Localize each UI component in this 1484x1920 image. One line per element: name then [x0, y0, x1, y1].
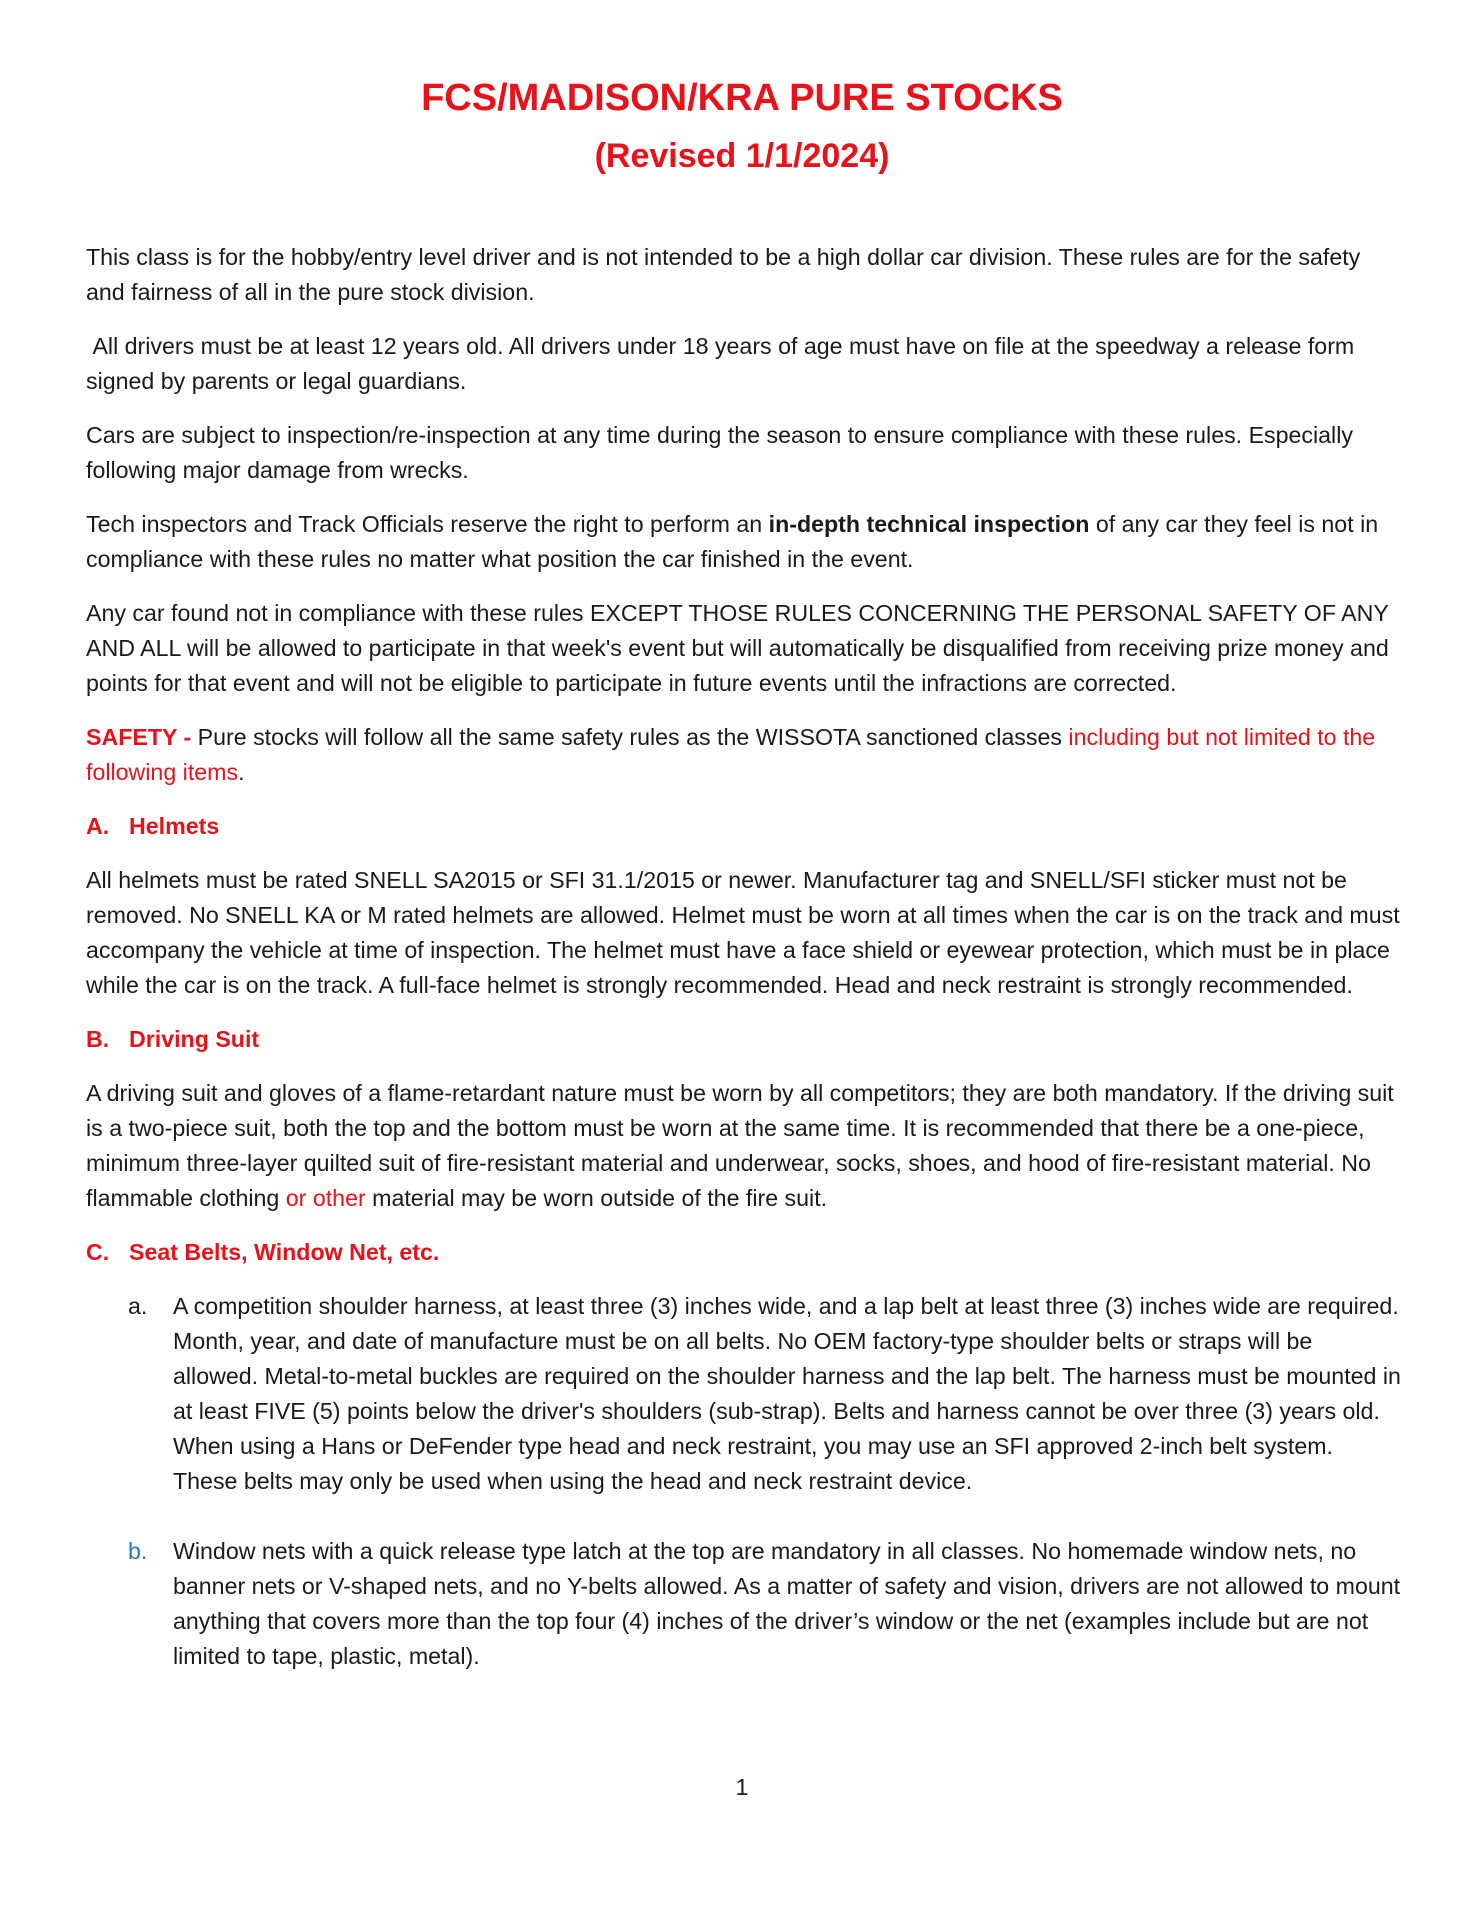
list-item-text: Window nets with a quick release type latch at the top are mandatory in all classes. No homemade window nets, no banner nets or V-shaped nets, and no Y-belts allowed. As a matter of safety and vision, drivers are not allowed to mount anything that covers more than the top four (4) inches of the driver’s window or the net (examples include but are not limited to tape, plastic, metal).: [173, 1538, 1401, 1669]
intro-paragraph-4: [86, 507, 1402, 577]
document-body: [86, 240, 1402, 1693]
intro-paragraph-3: Cars are subject to inspection/re-inspection at any time during the season to ensure compliance with these rules. Especially following major damage from wrecks.: [86, 422, 1353, 483]
driving-suit-paragraph: [86, 1076, 1402, 1216]
inspection-text-start: Tech inspectors and Track Officials reserve the right to perform an: [86, 511, 769, 537]
safety-text: Pure stocks will follow all the same safety rules as the WISSOTA sanctioned classes: [197, 724, 1069, 750]
section-heading-driving-suit: [86, 1022, 1402, 1057]
list-marker: b.: [128, 1538, 148, 1564]
safety-red-text: including but not limited to the following items: [86, 724, 1376, 785]
safety-end: .: [238, 759, 245, 785]
driving-suit-red-text: or other: [285, 1185, 366, 1211]
driving-suit-text-end: material may be worn outside of the fire suit.: [365, 1185, 828, 1211]
section-title: Seat Belts, Window Net, etc.: [129, 1239, 440, 1265]
safety-paragraph: [86, 720, 1402, 790]
list-item-text: A competition shoulder harness, at least three (3) inches wide, and a lap belt at least three (3) inches wide are required. Month, year, and date of manufacture must be on all belts. No OEM factory-type shoulder belts or straps will be allowed. Metal-to-metal buckles are required on the shoulder harness and the lap belt. The harness must be mounted in at least FIVE (5) points below the driver's shoulders (sub-strap). Belts and harness cannot be over three (3) years old. When using a Hans or DeFender type head and neck restraint, you may use an SFI approved 2-inch belt system. These belts may only be used when using the head and neck restraint device.: [173, 1293, 1401, 1494]
section-heading-helmets: [86, 809, 1402, 844]
spacer: [86, 1518, 1402, 1534]
section-heading-seat-belts: [86, 1235, 1402, 1270]
list-item-harness: [86, 1289, 1402, 1499]
section-letter: A.: [86, 813, 110, 839]
document-title: FCS/MADISON/KRA PURE STOCKS: [421, 77, 1063, 119]
intro-paragraph-1: This class is for the hobby/entry level driver and is not intended to be a high dollar car division. These rules are for the safety and fairness of all in the pure stock division.: [86, 244, 1361, 305]
inspection-bold-text: in-depth technical inspection: [768, 511, 1090, 537]
revision-date: (Revised 1/1/2024): [594, 137, 890, 175]
intro-paragraph-2: All drivers must be at least 12 years old. All drivers under 18 years of age must have on file at the speedway a release form signed by parents or legal guardians.: [86, 333, 1361, 394]
safety-label: SAFETY -: [86, 724, 198, 750]
section-letter: C.: [86, 1239, 110, 1265]
driving-suit-text-start: A driving suit and gloves of a flame-retardant nature must be worn by all competitors; they are both mandatory. If the driving suit is a two-piece suit, both the top and the bottom must be worn at the same time. It is recommended that there be a one-piece, minimum three-layer quilted suit of fire-resistant material and underwear, socks, shoes, and hood of fire-resistant material. No flammable clothing: [86, 1080, 1394, 1211]
list-marker: a.: [128, 1293, 148, 1319]
section-letter: B.: [86, 1026, 110, 1052]
section-title: Driving Suit: [129, 1026, 260, 1052]
list-item-window-nets: [86, 1534, 1402, 1674]
inspection-text-end: of any car they feel is not in compliance with these rules no matter what position the car finished in the event.: [86, 511, 1379, 572]
helmets-paragraph: All helmets must be rated SNELL SA2015 or SFI 31.1/2015 or newer. Manufacturer tag and SNELL/SFI sticker must not be removed. No SNELL KA or M rated helmets are allowed. Helmet must be worn at all times when the car is on the track and must accompany the vehicle at time of inspection. The helmet must have a face shield or eyewear protection, which must be in place while the car is on the track. A full-face helmet is strongly recommended. Head and neck restraint is strongly recommended.: [86, 867, 1400, 998]
section-title: Helmets: [129, 813, 220, 839]
page-number: 1: [735, 1774, 749, 1800]
intro-paragraph-5: Any car found not in compliance with these rules EXCEPT THOSE RULES CONCERNING THE PERSONAL SAFETY OF ANY AND ALL will be allowed to participate in that week's event but will automatically be disqualified from receiving prize money and points for that event and will not be eligible to participate in future events until the infractions are corrected.: [86, 600, 1389, 696]
